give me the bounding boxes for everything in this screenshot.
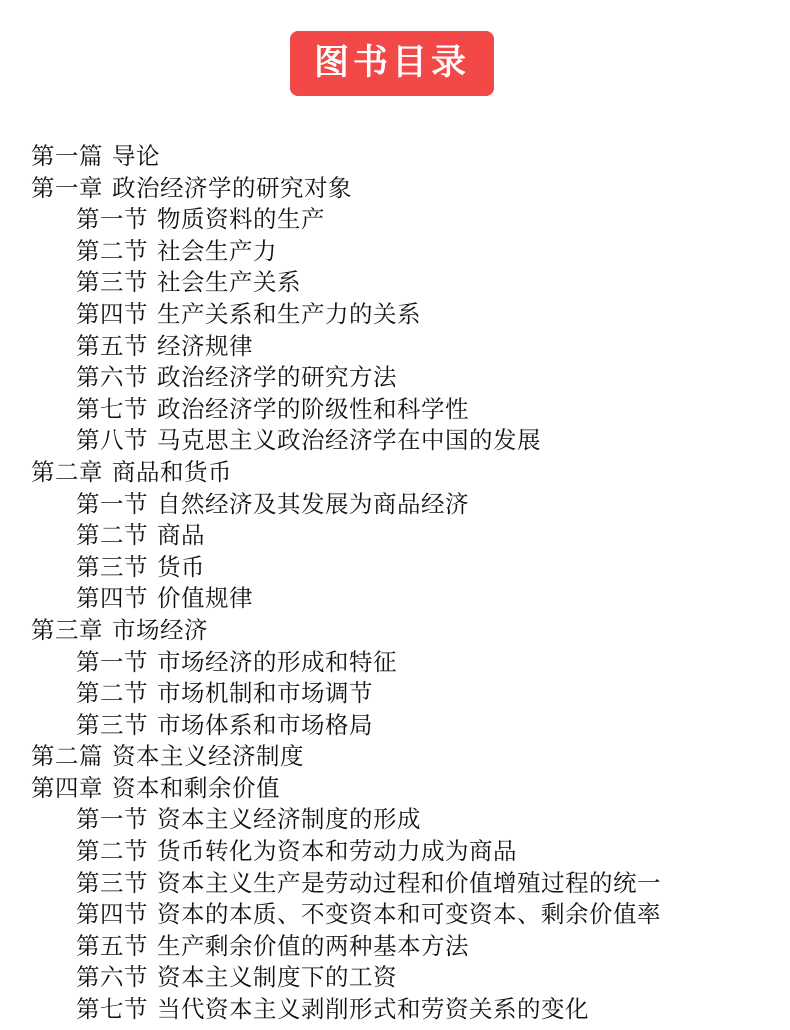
- toc-title: 政治经济学的阶级性和科学性: [157, 394, 469, 423]
- toc-title: 资本主义制度下的工资: [157, 963, 397, 992]
- toc-number: 第三节: [76, 268, 148, 297]
- toc-title: 资本的本质、不变资本和可变资本、剩余价值率: [157, 900, 661, 929]
- toc-section: [0, 804, 790, 836]
- toc-title: 政治经济学的研究方法: [157, 363, 397, 392]
- toc-number: 第三节: [76, 868, 148, 897]
- toc-number: 第八节: [76, 426, 148, 455]
- toc-number: 第二节: [76, 521, 148, 550]
- toc-number: 第七节: [76, 394, 148, 423]
- toc-section: [0, 836, 790, 868]
- toc-heading: [0, 457, 790, 489]
- toc-title: 生产关系和生产力的关系: [157, 299, 421, 328]
- toc-section: [0, 899, 790, 931]
- toc-number: 第六节: [76, 963, 148, 992]
- toc-title: 商品和货币: [112, 457, 232, 486]
- toc-title: 市场经济的形成和特征: [157, 647, 397, 676]
- toc-number: 第一节: [76, 205, 148, 234]
- toc-heading: [0, 741, 790, 773]
- toc-title: 市场机制和市场调节: [157, 679, 373, 708]
- toc-number: 第二节: [76, 679, 148, 708]
- toc-number: 第二篇: [31, 742, 103, 771]
- header-badge: [290, 31, 494, 96]
- toc-title: 资本主义经济制度: [112, 742, 304, 771]
- toc-number: 第四节: [76, 900, 148, 929]
- toc-section: [0, 267, 790, 299]
- toc-number: 第七节: [76, 995, 148, 1024]
- toc-heading: [0, 173, 790, 205]
- toc-title: 价值规律: [157, 584, 253, 613]
- toc-number: 第三节: [76, 552, 148, 581]
- toc-section: [0, 394, 790, 426]
- toc-title: 市场体系和市场格局: [157, 710, 373, 739]
- toc-number: 第三节: [76, 710, 148, 739]
- toc-title: 生产剩余价值的两种基本方法: [157, 931, 469, 960]
- toc-title: 当代资本主义剥削形式和劳资关系的变化: [157, 995, 589, 1024]
- toc-title: 自然经济及其发展为商品经济: [157, 489, 469, 518]
- table-of-contents: [0, 141, 790, 1026]
- toc-number: 第一节: [76, 647, 148, 676]
- toc-section: [0, 520, 790, 552]
- toc-number: 第三章: [31, 615, 103, 644]
- toc-title: 商品: [157, 521, 205, 550]
- toc-section: [0, 489, 790, 521]
- toc-heading: [0, 615, 790, 647]
- toc-heading: [0, 141, 790, 173]
- toc-number: 第六节: [76, 363, 148, 392]
- toc-heading: [0, 773, 790, 805]
- toc-title: 市场经济: [112, 615, 208, 644]
- toc-section: [0, 425, 790, 457]
- toc-number: 第一节: [76, 489, 148, 518]
- toc-number: 第四节: [76, 299, 148, 328]
- toc-title: 导论: [112, 142, 160, 170]
- toc-section: [0, 868, 790, 900]
- toc-title: 货币: [157, 552, 205, 581]
- toc-title: 资本和剩余价值: [112, 773, 280, 802]
- toc-title: 货币转化为资本和劳动力成为商品: [157, 837, 517, 866]
- toc-section: [0, 931, 790, 963]
- toc-section: [0, 552, 790, 584]
- toc-section: [0, 583, 790, 615]
- toc-number: 第五节: [76, 331, 148, 360]
- toc-number: 第一节: [76, 805, 148, 834]
- toc-number: 第五节: [76, 931, 148, 960]
- toc-title: 马克思主义政治经济学在中国的发展: [157, 426, 541, 455]
- toc-number: 第四节: [76, 584, 148, 613]
- toc-section: [0, 994, 790, 1026]
- toc-section: [0, 204, 790, 236]
- toc-section: [0, 647, 790, 679]
- toc-title: 社会生产力: [157, 236, 277, 265]
- toc-number: 第二节: [76, 236, 148, 265]
- toc-section: [0, 362, 790, 394]
- page-title: 图书目录: [313, 43, 470, 83]
- toc-number: 第二章: [31, 457, 103, 486]
- toc-number: 第四章: [31, 773, 103, 802]
- toc-number: 第一章: [31, 173, 103, 202]
- toc-section: [0, 236, 790, 268]
- toc-title: 物质资料的生产: [157, 205, 325, 234]
- toc-title: 经济规律: [157, 331, 253, 360]
- toc-section: [0, 678, 790, 710]
- toc-section: [0, 710, 790, 742]
- toc-title: 资本主义生产是劳动过程和价值增殖过程的统一: [157, 868, 661, 897]
- toc-section: [0, 299, 790, 331]
- toc-section: [0, 962, 790, 994]
- toc-number: 第一篇: [31, 142, 103, 170]
- toc-title: 资本主义经济制度的形成: [157, 805, 421, 834]
- toc-title: 政治经济学的研究对象: [112, 173, 352, 202]
- toc-title: 社会生产关系: [157, 268, 301, 297]
- toc-section: [0, 331, 790, 363]
- toc-number: 第二节: [76, 837, 148, 866]
